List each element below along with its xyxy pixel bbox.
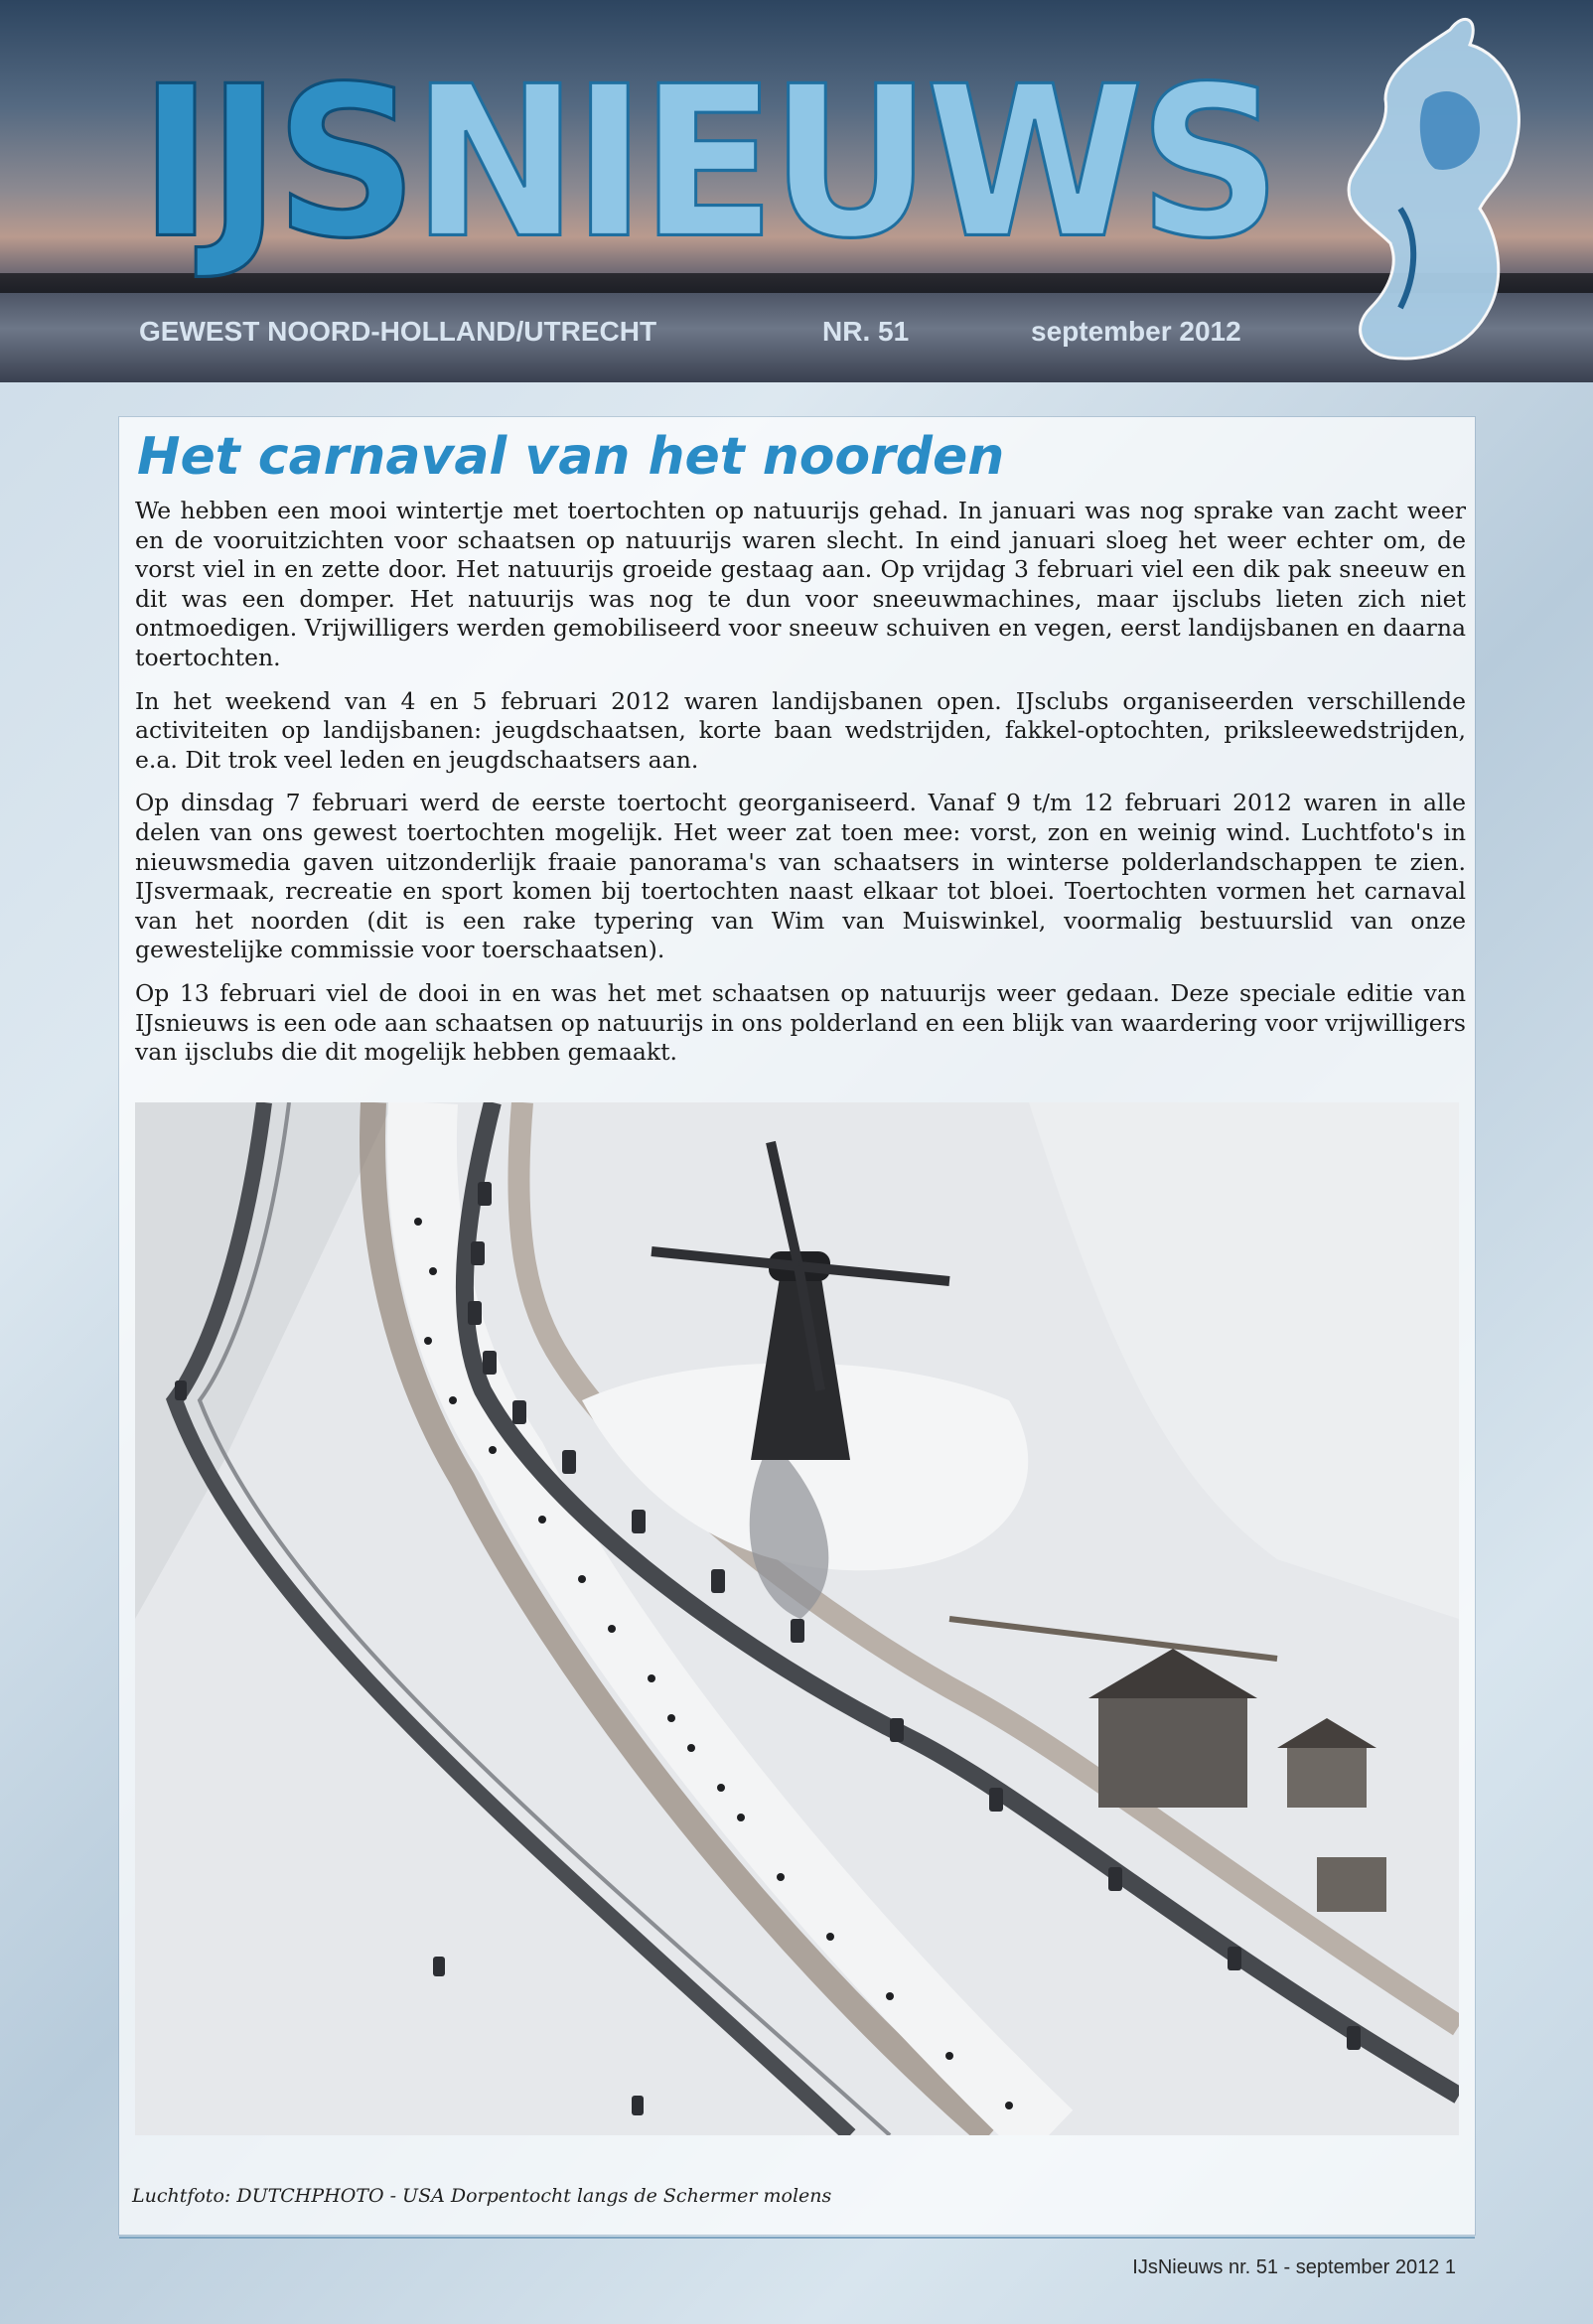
photo-caption: Luchtfoto: DUTCHPHOTO - USA Dorpentocht langs de Schermer molens	[132, 2185, 832, 2207]
article-paragraph: Op 13 februari viel de dooi in en was het met schaatsen op natuurijs weer gedaan. Deze speciale editie van IJsnieuws is een ode aan schaatsen op natuurijs in ons polderland en een blijk van waardering voor vrijwilligers van ijsclubs die dit mogelijk hebben gemaakt.	[135, 978, 1466, 1067]
article-paragraph: Op dinsdag 7 februari werd de eerste toertocht georganiseerd. Vanaf 9 t/m 12 februari 2012 waren in alle delen van ons gewest toertochten mogelijk. Het weer zat toen mee: vorst, zon en weinig wind. Luchtfoto's in nieuwsmedia gaven uitzonderlijk fraaie panorama's van schaatsers in winterse polderlandschappen te zien. IJsvermaak, recreatie en sport komen bij toertochten naast elkaar tot bloei. Toertochten vormen het carnaval van het noorden (dit is een rake typering van Wim van Muiswinkel, voormalig bestuurslid van onze gewestelijke commissie voor toerschaatsen).	[135, 789, 1466, 964]
article-headline: Het carnaval van het noorden	[137, 427, 1005, 487]
footer-text: IJsNieuws nr. 51 - september 2012	[1132, 2256, 1440, 2278]
logo-nieuws-text: NIEUWS	[411, 42, 1276, 285]
issue-date: september 2012	[1031, 316, 1241, 347]
issue-number: NR. 51	[822, 316, 910, 347]
region-label: GEWEST NOORD-HOLLAND/UTRECHT	[139, 316, 657, 347]
masthead	[0, 0, 1593, 382]
page-footer	[1132, 2256, 1456, 2279]
footer-divider	[119, 2237, 1475, 2239]
aerial-photo-illustration	[135, 1102, 1459, 2135]
logo-ij-text: IJS	[139, 42, 412, 285]
article-body	[135, 497, 1466, 1082]
skater-icon	[1331, 10, 1539, 367]
page-number: 1	[1444, 2256, 1456, 2278]
aerial-photo	[135, 1102, 1459, 2135]
article-paragraph: In het weekend van 4 en 5 februari 2012 waren landijsbanen open. IJsclubs organiseerden verschillende activiteiten op landijsbanen: jeugdschaatsen, korte baan wedstrijden, fakkel-optochten, priksleewedstrijden, e.a. Dit trok veel leden en jeugdschaatsers aan.	[135, 686, 1466, 774]
ijsnieuws-logo	[139, 34, 1275, 295]
article-paragraph: We hebben een mooi wintertje met toertochten op natuurijs gehad. In januari was nog sprake van zacht weer en de vooruitzichten voor schaatsen op natuurijs waren slecht. In eind januari sloeg het weer echter om, de vorst viel in en zette door. Het natuurijs groeide gestaag aan. Op vrijdag 3 februari viel een dik pak sneeuw en dit was een domper. Het natuurijs was nog te dun voor sneeuwmachines, maar ijsclubs lieten zich niet ontmoedigen. Vrijwilligers werden gemobiliseerd voor sneeuw schuiven en vegen, eerst landijsbanen en daarna toertochten.	[135, 497, 1466, 671]
